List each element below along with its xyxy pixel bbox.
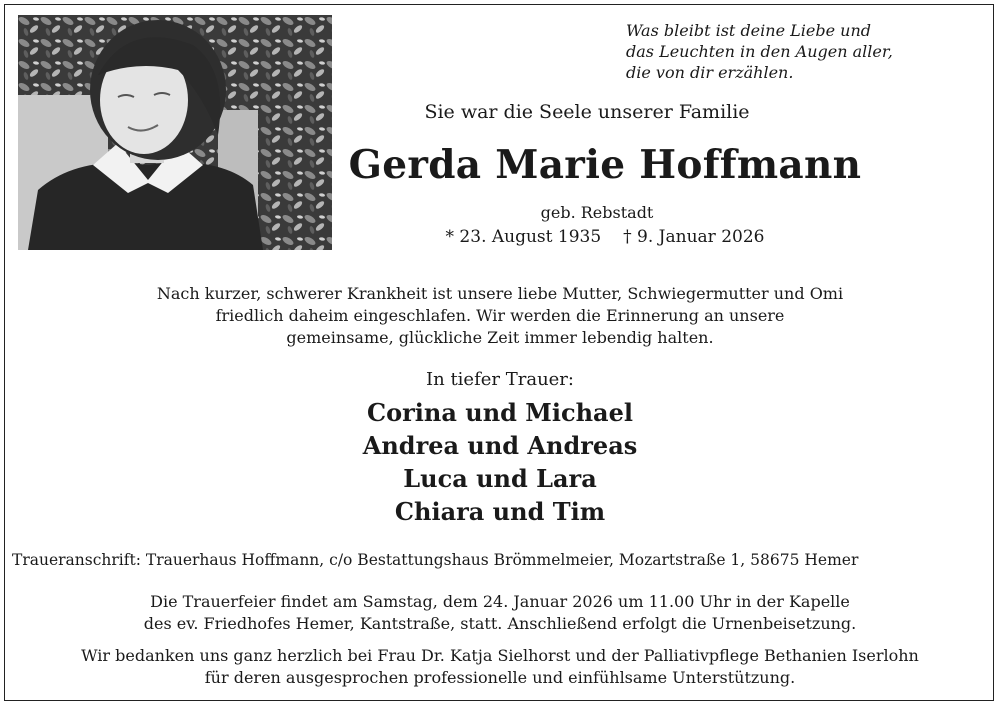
mourner-entry: Corina und Michael	[367, 398, 633, 427]
announcement-line: gemeinsame, glückliche Zeit immer lebendig halten.	[286, 328, 714, 347]
subtitle: Sie war die Seele unserer Familie	[424, 101, 750, 123]
mourning-address: Traueranschrift: Trauerhaus Hoffmann, c/o Bestattungshaus Brömmelmeier, Mozartstraße 1, 58675 Hemer	[12, 551, 859, 569]
funeral-details	[40, 591, 960, 635]
death-date: † 9. Januar 2026	[623, 227, 765, 247]
portrait-illustration	[18, 15, 332, 250]
quote-line: das Leuchten in den Augen aller,	[626, 42, 893, 61]
portrait-photo	[18, 15, 332, 250]
birth-date: * 23. August 1935	[445, 227, 602, 247]
mourner-entry: Andrea und Andreas	[362, 431, 638, 460]
quote-line: Was bleibt ist deine Liebe und	[626, 21, 871, 40]
quote-line: die von dir erzählen.	[626, 63, 794, 82]
funeral-line: Die Trauerfeier findet am Samstag, dem 24. Januar 2026 um 11.00 Uhr in der Kapelle	[150, 592, 850, 611]
announcement-line: friedlich daheim eingeschlafen. Wir werden die Erinnerung an unsere	[215, 306, 785, 325]
announcement-text	[60, 283, 940, 349]
mourner-entry: Chiara und Tim	[394, 497, 606, 526]
thanks-line: für deren ausgesprochen professionelle und einfühlsame Unterstützung.	[204, 668, 796, 687]
announcement-line: Nach kurzer, schwerer Krankheit ist unsere liebe Mutter, Schwiegermutter und Omi	[156, 284, 844, 303]
thanks-line: Wir bedanken uns ganz herzlich bei Frau Dr. Katja Sielhorst und der Palliativpflege Bethanien Iserlohn	[81, 646, 919, 665]
deceased-name: Gerda Marie Hoffmann	[348, 142, 862, 188]
funeral-line: des ev. Friedhofes Hemer, Kantstraße, statt. Anschließend erfolgt die Urnenbeisetzung.	[143, 614, 857, 633]
mourning-intro: In tiefer Trauer:	[426, 369, 574, 390]
thanks-note	[20, 645, 980, 689]
life-dates	[400, 227, 810, 247]
memorial-quote	[626, 20, 956, 83]
maiden-name: geb. Rebstadt	[540, 203, 654, 222]
mourner-entry: Luca und Lara	[403, 464, 597, 493]
mourners-list	[300, 396, 700, 528]
